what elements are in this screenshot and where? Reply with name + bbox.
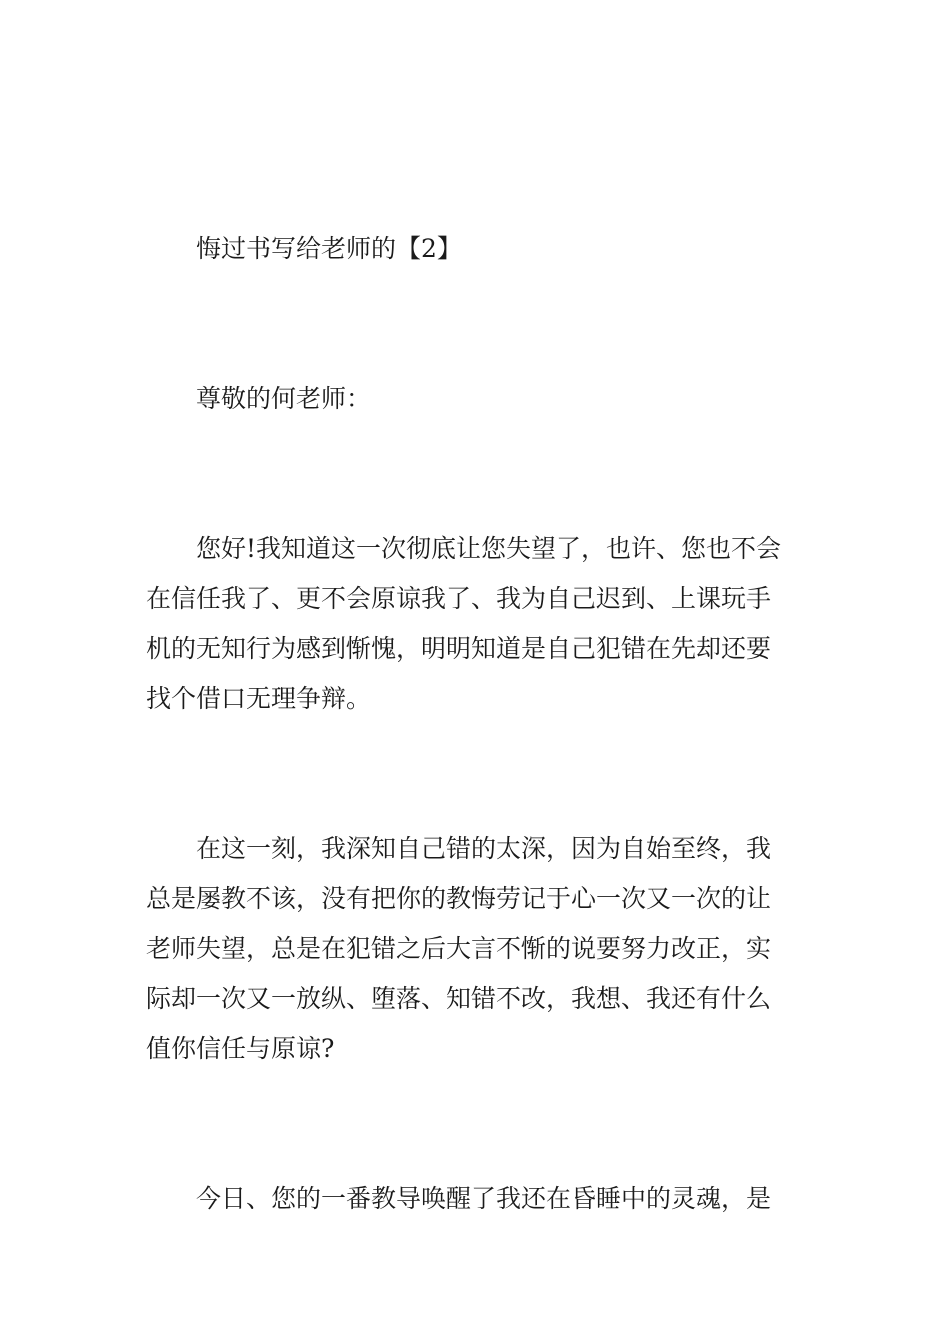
paragraph-line: 老师失望，总是在犯错之后大言不惭的说要努力改正，实 — [146, 934, 772, 963]
paragraph-line: 在这一刻，我深知自己错的太深，因为自始至终，我 — [196, 834, 772, 863]
paragraph-line: 您好!我知道这一次彻底让您失望了，也许、您也不会 — [196, 534, 782, 563]
paragraph-line: 际却一次又一放纵、堕落、知错不改，我想、我还有什么 — [146, 984, 772, 1013]
paragraph-line: 找个借口无理争辩。 — [146, 684, 372, 713]
paragraph-line: 总是屡教不该，没有把你的教悔劳记于心一次又一次的让 — [146, 884, 772, 913]
document-title: 悔过书写给老师的【2】 — [196, 234, 462, 263]
paragraph-line: 机的无知行为感到惭愧，明明知道是自己犯错在先却还要 — [146, 634, 772, 663]
paragraph-line: 在信任我了、更不会原谅我了、我为自己迟到、上课玩手 — [146, 584, 772, 613]
paragraph-line: 今日、您的一番教导唤醒了我还在昏睡中的灵魂，是 — [196, 1184, 772, 1213]
salutation: 尊敬的何老师： — [196, 384, 372, 413]
paragraph-line: 值你信任与原谅? — [146, 1034, 335, 1063]
